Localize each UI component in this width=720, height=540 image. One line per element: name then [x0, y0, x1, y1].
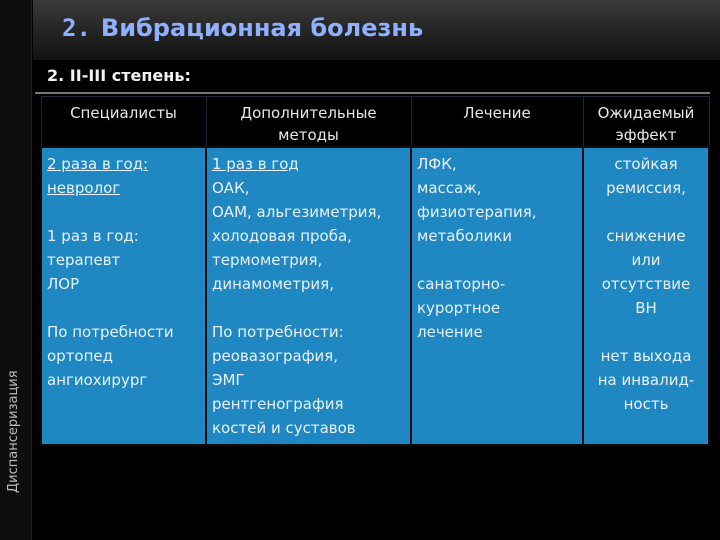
effect-line: снижение [606, 227, 686, 245]
table-header-row [41, 97, 709, 148]
specialists-g3-line: По потребности [47, 323, 174, 341]
dispensary-table [40, 96, 710, 446]
divider [35, 92, 710, 94]
slide-title [62, 14, 423, 42]
methods-g2-line: реовазография, [212, 347, 339, 365]
cell-methods [206, 147, 411, 445]
specialists-g2-line: терапевт [47, 251, 121, 269]
specialists-g3-line: ортопед [47, 347, 114, 365]
spacer [589, 320, 703, 344]
treatment-line: лечение [417, 323, 483, 341]
effect-line: ность [623, 395, 669, 413]
title-text: Вибрационная болезнь [100, 14, 424, 42]
specialists-g2-title: 1 раз в год: [47, 227, 139, 245]
treatment-line: санаторно- [417, 275, 506, 293]
effect-line: нет выхода [600, 347, 692, 365]
treatment-line: ЛФК, [417, 155, 457, 173]
methods-g2-line: костей и суставов [212, 419, 356, 437]
effect-line: или [631, 251, 661, 269]
treatment-line: курортное [417, 299, 501, 317]
spacer [212, 296, 405, 320]
header-specialists: Специалисты [41, 97, 206, 148]
subtitle: 2. II-III степень: [47, 66, 191, 85]
methods-g2-line: ЭМГ [212, 371, 245, 389]
effect-line: ВН [635, 299, 657, 317]
title-number: 2. [62, 14, 91, 42]
specialists-g2-line: ЛОР [47, 275, 80, 293]
treatment-line: физиотерапия, [417, 203, 537, 221]
table-row [41, 147, 709, 445]
methods-g2-line: рентгенография [212, 395, 344, 413]
spacer [47, 200, 200, 224]
effect-line: отсутствие [601, 275, 691, 293]
methods-g1-title: 1 раз в год [212, 155, 299, 173]
methods-g2-line: По потребности: [212, 323, 344, 341]
spacer [417, 248, 577, 272]
header-treatment: Лечение [411, 97, 583, 148]
methods-g1-line: холодовая проба, [212, 227, 352, 245]
methods-g1-line: ОАМ, альгезиметрия, [212, 203, 382, 221]
header-effect: Ожидаемый эффект [583, 97, 709, 148]
spacer [589, 200, 703, 224]
dispensary-label: Диспансеризация [6, 370, 21, 493]
cell-specialists [41, 147, 206, 445]
effect-line: стойкая [614, 155, 678, 173]
cell-treatment [411, 147, 583, 445]
header-methods: Дополнительные методы [206, 97, 411, 148]
methods-g1-line: ОАК, [212, 179, 250, 197]
cell-effect [583, 147, 709, 445]
specialists-g3-line: ангиохирург [47, 371, 148, 389]
specialists-g1-title: 2 раза в год: [47, 155, 149, 173]
effect-line: ремиссия, [606, 179, 686, 197]
methods-g1-line: термометрия, [212, 251, 323, 269]
specialists-g1-line: невролог [47, 179, 121, 197]
methods-g1-line: динамометрия, [212, 275, 334, 293]
treatment-line: массаж, [417, 179, 482, 197]
left-sidebar-strip [0, 0, 32, 540]
spacer [47, 296, 200, 320]
treatment-line: метаболики [417, 227, 513, 245]
effect-line: на инвалид- [597, 371, 695, 389]
